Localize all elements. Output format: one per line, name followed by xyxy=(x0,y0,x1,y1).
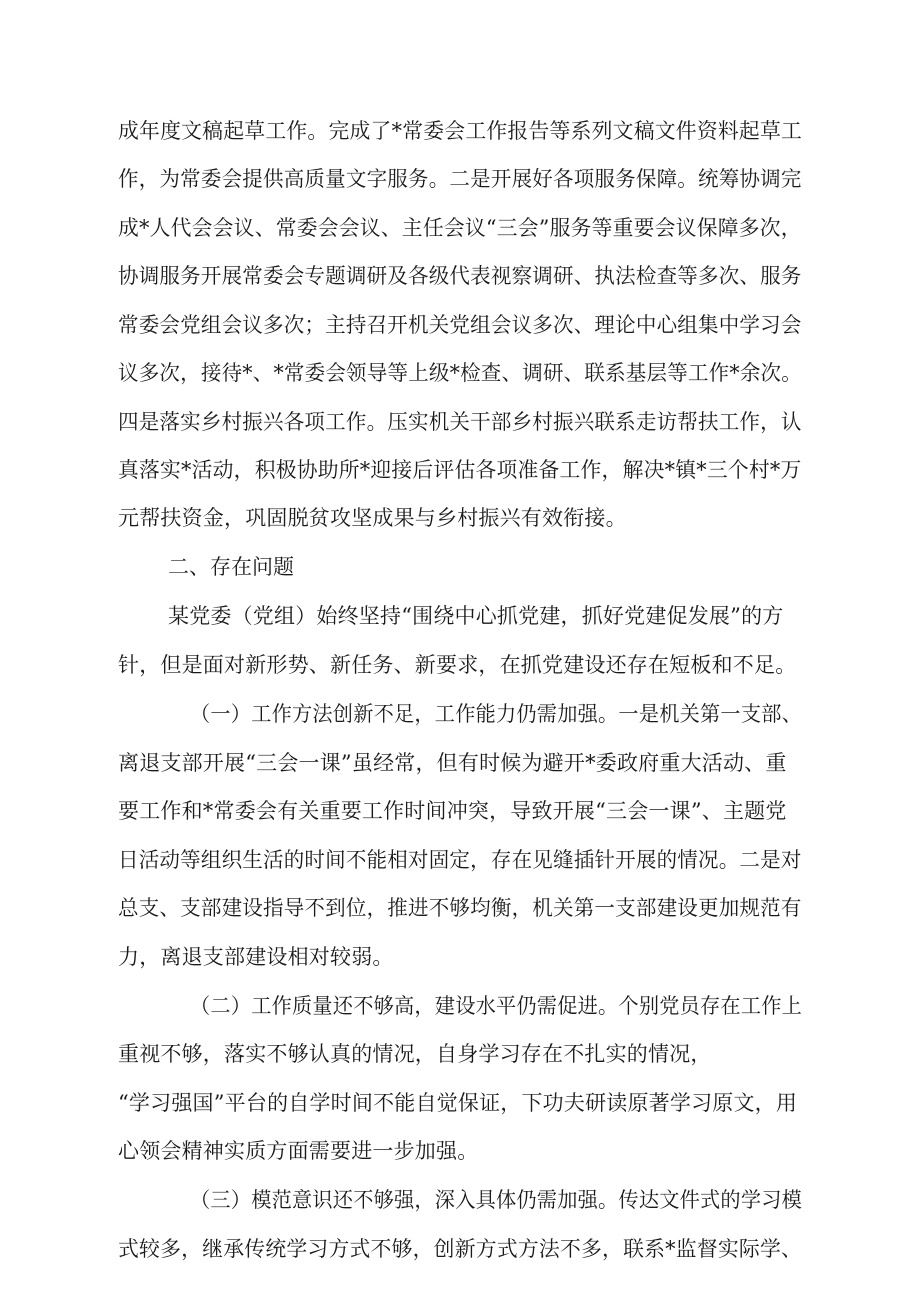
paragraph-line: “学习强国”平台的自学时间不能自觉保证，下功夫研读原著学习原文，用 xyxy=(118,1091,798,1115)
paragraph-line: 要工作和*常委会有关重要工作时间冲突，导致开展“三会一课”、主题党 xyxy=(118,799,787,823)
paragraph-line: 真落实*活动，积极协助所*迎接后评估各项准备工作，解决*镇*三个村*万 xyxy=(118,458,802,482)
paragraph-line: 四是落实乡村振兴各项工作。压实机关干部乡村振兴联系走访帮扶工作，认 xyxy=(118,410,802,434)
paragraph-line: 日活动等组织生活的时间不能相对固定，存在见缝插针开展的情况。二是对 xyxy=(118,848,802,872)
paragraph-line: 某党委（党组）始终坚持“围绕中心抓党建，抓好党建促发展”的方 xyxy=(168,604,784,628)
paragraph-line: 议多次，接待*、*常委会领导等上级*检查、调研、联系基层等工作*余次。 xyxy=(118,361,802,385)
paragraph-line: 总支、支部建设指导不到位，推进不够均衡，机关第一支部建设更加规范有 xyxy=(118,896,802,920)
paragraph-line: 重视不够，落实不够认真的情况，自身学习存在不扎实的情况， xyxy=(118,1042,712,1066)
paragraph-line: （二）工作质量还不够高，建设水平仍需促进。个别党员存在工作上 xyxy=(190,994,803,1018)
paragraph-line: 式较多，继承传统学习方式不够，创新方式方法不多，联系*监督实际学、 xyxy=(118,1237,803,1261)
paragraph-line: （三）模范意识还不够强，深入具体仍需加强。传达文件式的学习模 xyxy=(190,1188,803,1212)
paragraph-line: 常委会党组会议多次；主持召开机关党组会议多次、理论中心组集中学习会 xyxy=(118,313,802,337)
paragraph-line: 协调服务开展常委会专题调研及各级代表视察调研、执法检查等多次、服务 xyxy=(118,264,802,288)
paragraph-line: 作，为常委会提供高质量文字服务。二是开展好各项服务保障。统筹协调完 xyxy=(118,167,802,191)
paragraph-line: 离退支部开展“三会一课”虽经常，但有时候为避开*委政府重大活动、重 xyxy=(118,751,787,775)
paragraph-line: （一）工作方法创新不足，工作能力仍需加强。一是机关第一支部、 xyxy=(190,702,803,726)
paragraph-line: 针，但是面对新形势、新任务、新要求，在抓党建设还存在短板和不足。 xyxy=(118,653,797,677)
paragraph-line: 力，离退支部建设相对较弱。 xyxy=(118,945,394,969)
paragraph-line: 成年度文稿起草工作。完成了*常委会工作报告等系列文稿文件资料起草工 xyxy=(118,119,803,143)
paragraph-line: 成*人代会会议、常委会会议、主任会议“三会”服务等重要会议保障多次， xyxy=(118,216,802,240)
paragraph-line: 心领会精神实质方面需要进一步加强。 xyxy=(118,1139,479,1163)
paragraph-line: 元帮扶资金，巩固脱贫攻坚成果与乡村振兴有效衔接。 xyxy=(118,506,627,530)
section-heading: 二、存在问题 xyxy=(168,555,294,579)
